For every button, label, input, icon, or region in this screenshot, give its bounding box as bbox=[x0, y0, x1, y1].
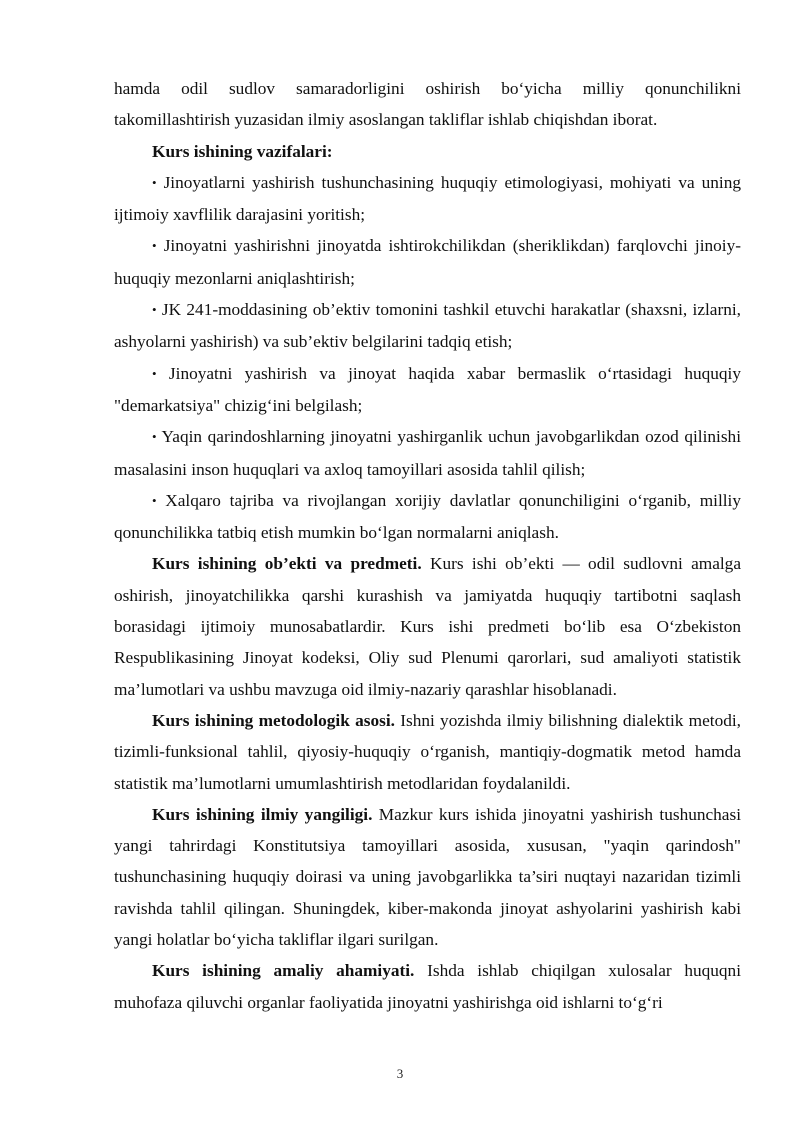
task-item-text: JK 241-moddasining ob’ektiv tomonini tashkil etuvchi harakatlar (shaxsni, izlarni, ashyolarni yashirish) va sub’ektiv belgilarini tadqiq etish; bbox=[114, 300, 741, 352]
intro-paragraph: hamda odil sudlov samaradorligini oshirish bo‘yicha milliy qonunchilikni takomillashtirish yuzasidan ilmiy asoslangan takliflar ishlab chiqishdan iborat. bbox=[114, 79, 741, 130]
task-item bbox=[114, 485, 741, 549]
tasks-heading-text: Kurs ishining vazifalari: bbox=[152, 141, 333, 161]
bullet-icon: • bbox=[152, 492, 157, 508]
practical-paragraph bbox=[114, 955, 741, 1018]
task-item bbox=[114, 167, 741, 231]
bullet-icon: • bbox=[152, 174, 157, 190]
methodology-heading: Kurs ishining metodologik asosi. bbox=[152, 710, 395, 730]
novelty-paragraph bbox=[114, 799, 741, 955]
task-item-text: Jinoyatni yashirish va jinoyat haqida xabar bermaslik o‘rtasidagi huquqiy "demarkatsiya" chizig‘ini belgilash; bbox=[114, 363, 741, 415]
task-item bbox=[114, 421, 741, 485]
novelty-text: Mazkur kurs ishida jinoyatni yashirish tushunchasi yangi tahrirdagi Konstitutsiya tamoyillari asosida, xususan, "yaqin qarindosh" tushunchasining huquqiy doirasi va uning javobgarlikka ta’siri nuqtayi nazaridan tizimli ravishda tahlil qilingan. Shuningdek, kiber-makonda jinoyat ashyolarini yashirish kabi yangi holatlar bo‘yicha takliflar ilgari surilgan. bbox=[114, 804, 741, 950]
novelty-heading: Kurs ishining ilmiy yangiligi. bbox=[152, 804, 373, 824]
task-item-text: Yaqin qarindoshlarning jinoyatni yashirganlik uchun javobgarlikdan ozod qilinishi masalasini inson huquqlari va axloq tamoyillari asosida tahlil qilish; bbox=[114, 427, 741, 479]
bullet-icon: • bbox=[152, 302, 157, 318]
task-item bbox=[114, 358, 741, 422]
task-item-text: Jinoyatlarni yashirish tushunchasining huquqiy etimologiyasi, mohiyati va uning ijtimoiy xavflilik darajasini yoritish; bbox=[114, 172, 741, 225]
bullet-icon: • bbox=[152, 429, 157, 445]
task-item-text: Jinoyatni yashirishni jinoyatda ishtirokchilikdan (sheriklikdan) farqlovchi jinoiy-huquqiy mezonlarni aniqlashtirish; bbox=[114, 236, 742, 288]
task-item bbox=[114, 230, 741, 294]
object-paragraph bbox=[114, 548, 741, 704]
bullet-icon: • bbox=[152, 365, 157, 381]
object-text: Kurs ishi ob’ekti — odil sudlovni amalga oshirish, jinoyatchilikka qarshi kurashish va jamiyatda huquqiy tartibotni saqlash borasidagi ijtimoiy munosabatlardir. Kurs ishi predmeti bo‘lib esa O‘zbekiston Respublikasining Jinoyat kodeksi, Oliy sud Plenumi qarorlari, sud amaliyoti statistik ma’lumotlari va ushbu mavzuga oid ilmiy-nazariy qarashlar hisoblanadi. bbox=[114, 554, 741, 699]
tasks-heading bbox=[114, 136, 741, 167]
object-heading: Kurs ishining ob’ekti va predmeti. bbox=[152, 554, 422, 574]
document-body bbox=[114, 73, 741, 1018]
methodology-paragraph bbox=[114, 705, 741, 799]
practical-heading: Kurs ishining amaliy ahamiyati. bbox=[152, 961, 415, 981]
task-item-text: Xalqaro tajriba va rivojlangan xorijiy davlatlar qonunchiligini o‘rganib, milliy qonunchilikka tatbiq etish mumkin bo‘lgan normalarni aniqlash. bbox=[114, 490, 741, 543]
page-number: 3 bbox=[396, 1066, 404, 1081]
bullet-icon: • bbox=[152, 238, 157, 254]
practical-text: Ishda ishlab chiqilgan xulosalar huquqni muhofaza qiluvchi organlar faoliyatida jinoyatni yashirishga oid ishlarni to‘g‘ri bbox=[114, 961, 742, 1012]
methodology-text: Ishni yozishda ilmiy bilishning dialektik metodi, tizimli-funksional tahlil, qiyosiy-huquqiy o‘rganish, mantiqiy-dogmatik metod hamda statistik ma’lumotlarni umumlashtirish metodlaridan foydalanildi. bbox=[114, 710, 741, 793]
task-item bbox=[114, 294, 741, 358]
